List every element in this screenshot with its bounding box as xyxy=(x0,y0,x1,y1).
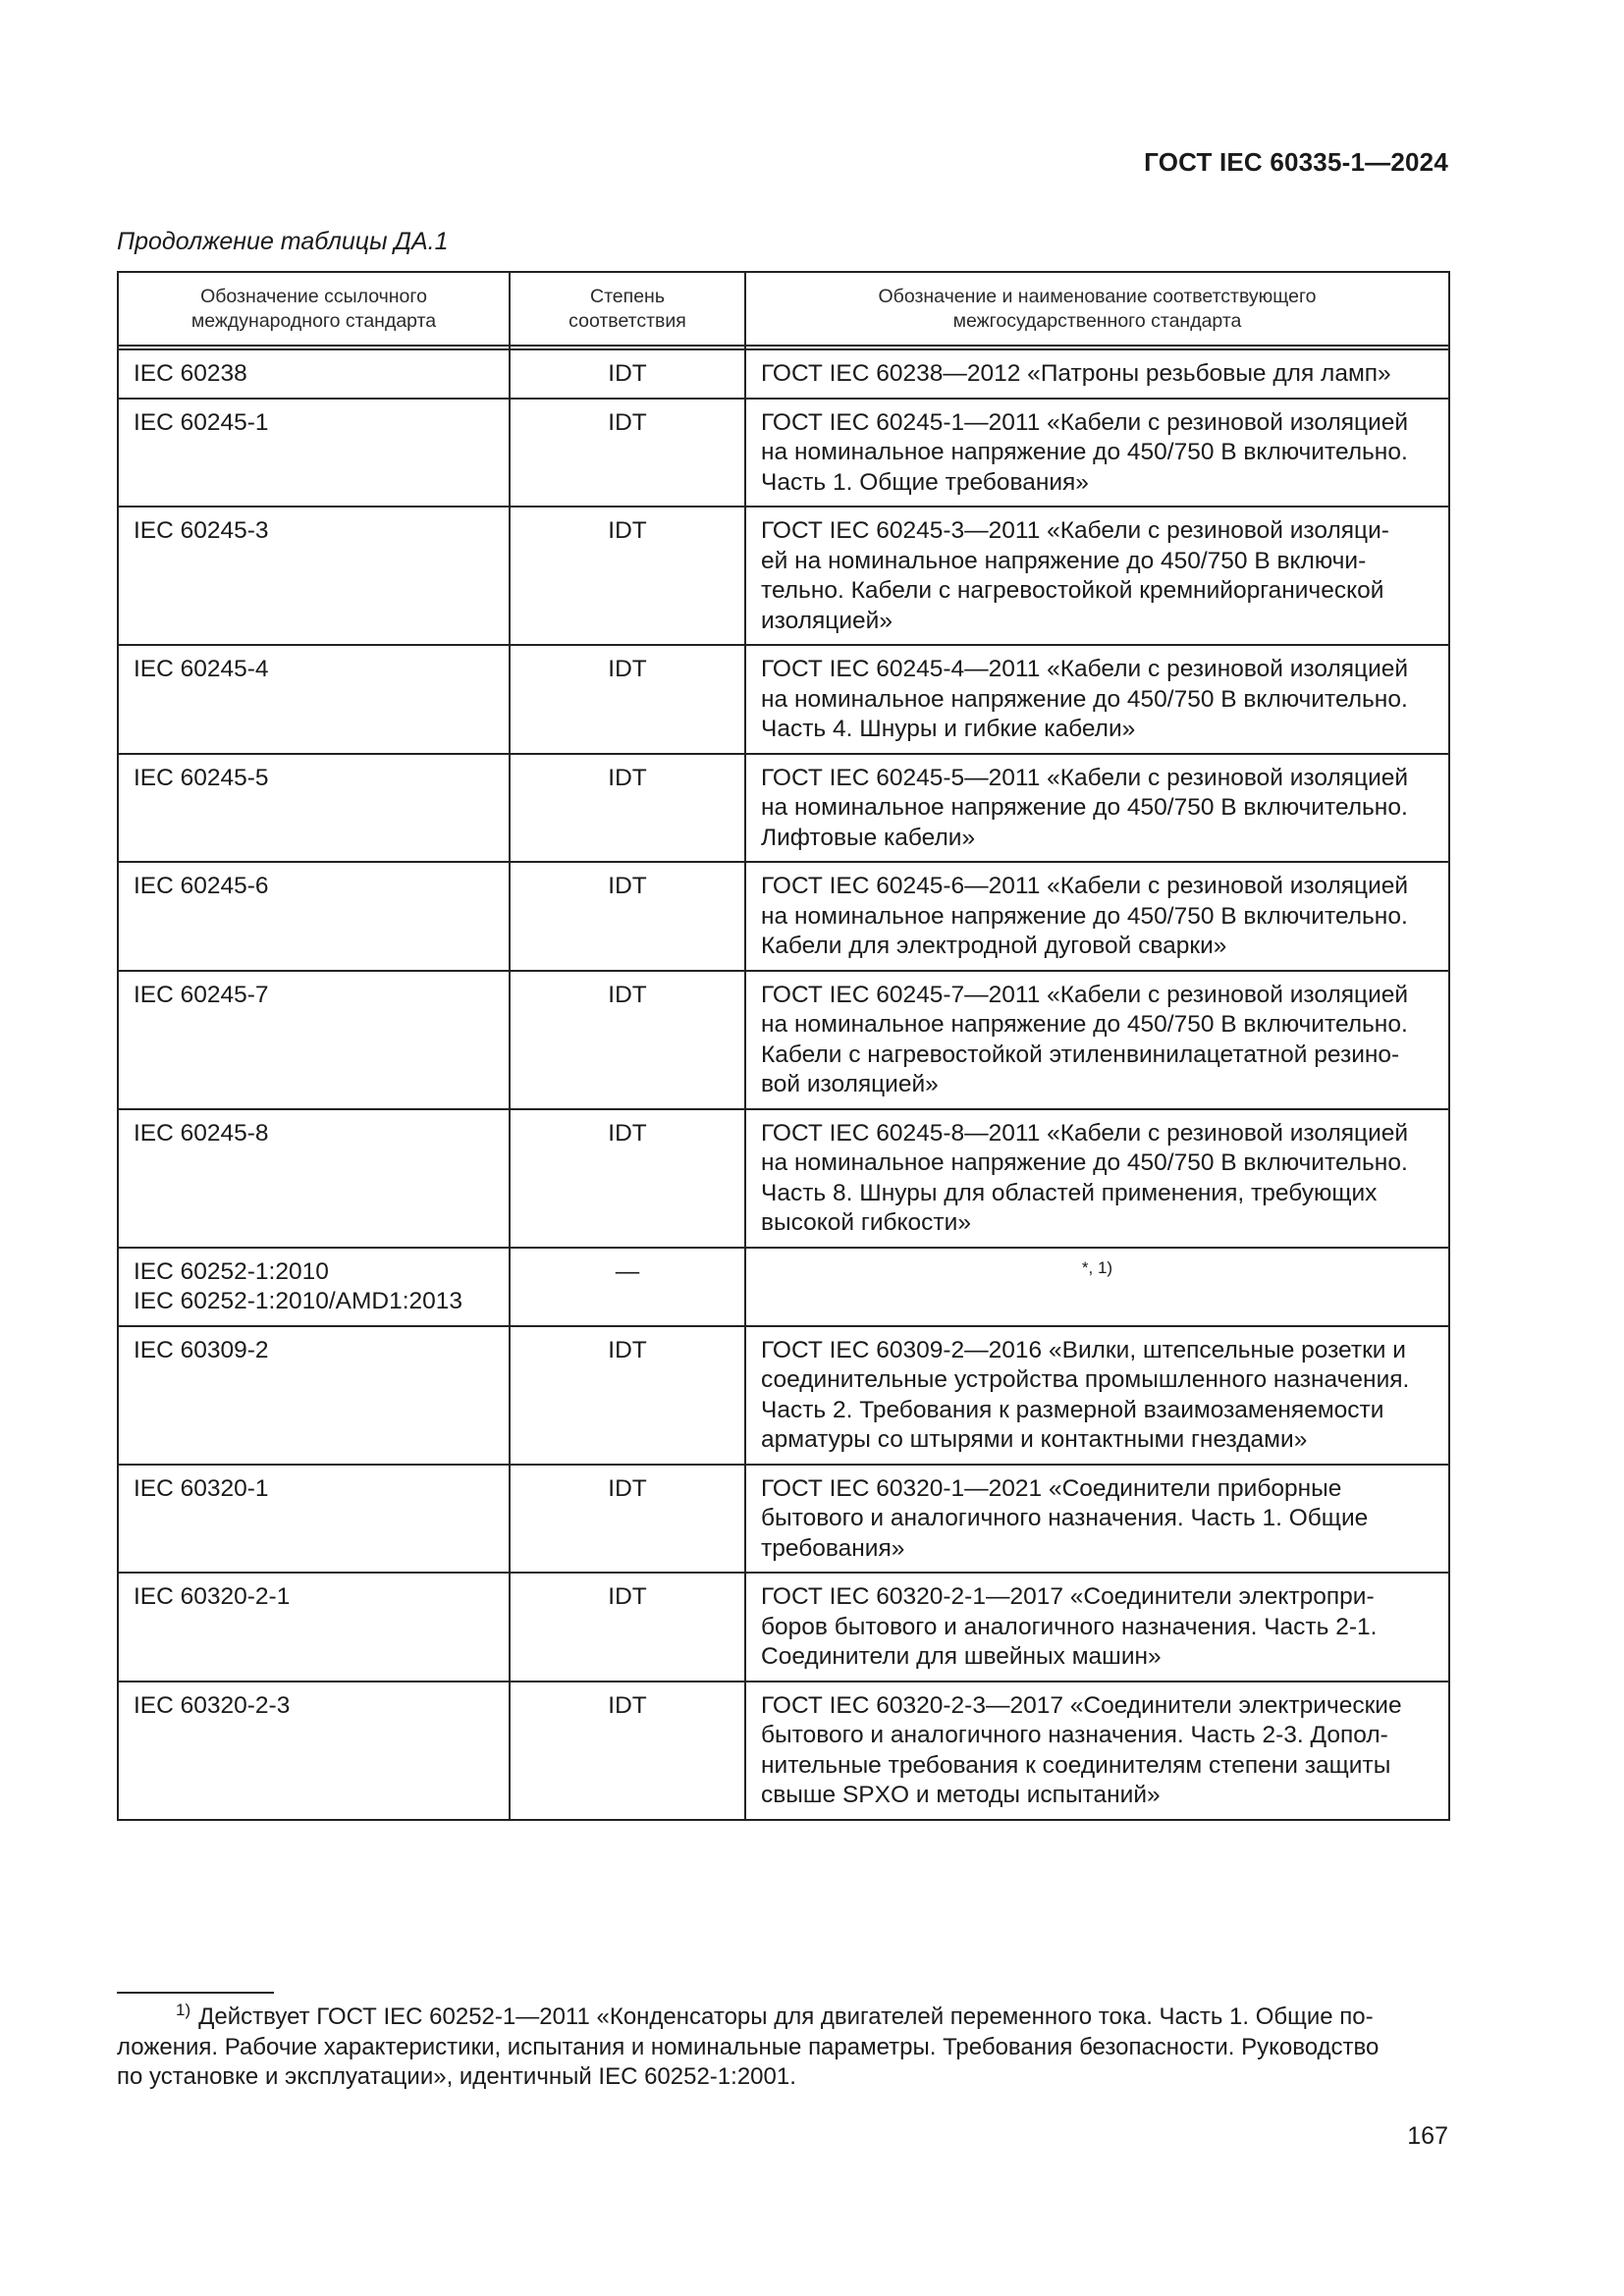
reference-cell xyxy=(118,1326,510,1465)
standard-name-line: Лифтовые кабели» xyxy=(761,824,976,851)
degree-value: IDT xyxy=(608,360,647,387)
standard-name-line: ГОСТ IEC 60320-1—2021 «Соединители приборные xyxy=(761,1474,1342,1502)
standard-name-line: ГОСТ IEC 60245-7—2011 «Кабели с резиновой изоляцией xyxy=(761,981,1409,1008)
footnote-divider xyxy=(117,1992,274,1994)
reference-designation: IEC 60320-2-3 xyxy=(134,1691,291,1719)
standard-name-line: на номинальное напряжение до 450/750 В включительно. xyxy=(761,1011,1408,1038)
standard-name-line: свыше SPXO и методы испытаний» xyxy=(761,1782,1161,1808)
degree-cell xyxy=(510,1109,745,1248)
standard-name-line: ГОСТ IEC 60309-2—2016 «Вилки, штепсельные розетки и xyxy=(761,1336,1406,1363)
standard-name-line: ГОСТ IEC 60245-5—2011 «Кабели с резиновой изоляцией xyxy=(761,764,1409,791)
reference-cell xyxy=(118,1248,510,1326)
degree-cell xyxy=(510,1465,745,1574)
reference-designation: IEC 60245-1 xyxy=(134,408,269,436)
reference-designation: IEC 60245-4 xyxy=(134,656,269,682)
table-caption: Продолжение таблицы ДА.1 xyxy=(117,228,449,255)
degree-cell xyxy=(510,399,745,507)
degree-value: IDT xyxy=(608,1336,647,1363)
reference-designation: IEC 60320-1 xyxy=(134,1474,269,1502)
table-row xyxy=(118,1109,1449,1248)
reference-cell xyxy=(118,1682,510,1820)
degree-cell xyxy=(510,754,745,863)
standard-name-line: ей на номинальное напряжение до 450/750 В включи- xyxy=(761,547,1367,574)
standard-name-line: на номинальное напряжение до 450/750 В включительно. xyxy=(761,902,1408,930)
degree-cell xyxy=(510,971,745,1109)
header-line: соответствия xyxy=(568,309,686,332)
standard-name-line: ГОСТ IEC 60245-4—2011 «Кабели с резиновой изоляцией xyxy=(761,656,1409,682)
table-row xyxy=(118,1326,1449,1465)
reference-designation: IEC 60252-1:2010/AMD1:2013 xyxy=(134,1288,463,1314)
reference-designation: IEC 60238 xyxy=(134,360,247,387)
degree-cell xyxy=(510,645,745,754)
reference-cell xyxy=(118,645,510,754)
standard-name-line: ГОСТ IEC 60238—2012 «Патроны резьбовые для ламп» xyxy=(761,360,1391,387)
document-header: ГОСТ IEC 60335-1—2024 xyxy=(1144,147,1448,177)
footnote-line xyxy=(117,1996,1450,2033)
reference-designation: IEC 60309-2 xyxy=(134,1336,269,1363)
table-row xyxy=(118,1248,1449,1326)
degree-cell xyxy=(510,349,745,399)
degree-cell xyxy=(510,507,745,645)
standard-name-cell xyxy=(745,1682,1449,1820)
standard-name-cell xyxy=(745,862,1449,971)
reference-designation: IEC 60245-7 xyxy=(134,981,269,1008)
degree-value: — xyxy=(615,1257,640,1285)
standard-name-cell xyxy=(745,971,1449,1109)
standard-name-line: Соединители для швейных машин» xyxy=(761,1643,1162,1670)
table-row xyxy=(118,1573,1449,1682)
table-row xyxy=(118,645,1449,754)
standards-table xyxy=(117,271,1450,1821)
header-line: Обозначение ссылочного xyxy=(200,285,427,307)
standard-name-line: тельно. Кабели с нагревостойкой кремнийорганической xyxy=(761,577,1384,604)
standard-name-line: бытового и аналогичного назначения. Часть 1. Общие xyxy=(761,1505,1369,1531)
standard-name-line: ГОСТ IEC 60245-8—2011 «Кабели с резиновой изоляцией xyxy=(761,1119,1409,1147)
reference-cell xyxy=(118,754,510,863)
standard-name-cell xyxy=(745,1573,1449,1682)
standard-name-line: вой изоляцией» xyxy=(761,1071,939,1097)
standard-name-line: ГОСТ IEC 60245-1—2011 «Кабели с резиновой изоляцией xyxy=(761,408,1409,436)
standard-name-line: на номинальное напряжение до 450/750 В включительно. xyxy=(761,1149,1408,1176)
degree-cell xyxy=(510,1682,745,1820)
standard-name-line: арматуры со штырями и контактными гнездами» xyxy=(761,1426,1308,1453)
standard-name-cell xyxy=(745,1326,1449,1465)
standard-name-line: на номинальное напряжение до 450/750 В включительно. xyxy=(761,794,1408,821)
degree-value: IDT xyxy=(608,1474,647,1502)
standard-name-line: Часть 4. Шнуры и гибкие кабели» xyxy=(761,716,1136,742)
table-row xyxy=(118,1465,1449,1574)
table-row xyxy=(118,862,1449,971)
footnote-reference: *, 1) xyxy=(1081,1257,1113,1277)
degree-cell xyxy=(510,1573,745,1682)
reference-cell xyxy=(118,862,510,971)
degree-cell xyxy=(510,1326,745,1465)
table-row xyxy=(118,754,1449,863)
standard-name-cell xyxy=(745,349,1449,399)
standard-name-line: ГОСТ IEC 60320-2-1—2017 «Соединители электропри- xyxy=(761,1583,1375,1610)
degree-value: IDT xyxy=(608,1583,647,1610)
standard-name-cell xyxy=(745,399,1449,507)
standard-name-line: высокой гибкости» xyxy=(761,1209,971,1236)
degree-value: IDT xyxy=(608,408,647,436)
reference-designation: IEC 60245-5 xyxy=(134,764,269,791)
footnote-marker: 1) xyxy=(176,2001,191,2019)
reference-designation: IEC 60245-3 xyxy=(134,517,269,544)
standard-name-cell xyxy=(745,754,1449,863)
column-header-reference xyxy=(118,272,510,346)
degree-value: IDT xyxy=(608,656,647,682)
standard-name-line: изоляцией» xyxy=(761,607,893,634)
reference-designation: IEC 60320-2-1 xyxy=(134,1583,291,1610)
column-header-interstate-standard xyxy=(745,272,1449,346)
standard-name-line: нительные требования к соединителям степени защиты xyxy=(761,1751,1391,1779)
header-line: международного стандарта xyxy=(190,309,437,332)
header-line: межгосударственного стандарта xyxy=(952,309,1242,332)
degree-value: IDT xyxy=(608,873,647,899)
reference-designation: IEC 60245-8 xyxy=(134,1119,269,1147)
standard-name-line: бытового и аналогичного назначения. Часть 2-3. Допол- xyxy=(761,1722,1388,1748)
standard-name-line: Кабели с нагревостойкой этиленвинилацетатной резино- xyxy=(761,1041,1400,1068)
degree-value: IDT xyxy=(608,764,647,791)
reference-designation: IEC 60252-1:2010 xyxy=(134,1257,329,1285)
footnote-text: Действует ГОСТ IEC 60252-1—2011 «Конденсаторы для двигателей переменного тока. Часть 1. Общие по- xyxy=(198,2003,1374,2030)
standard-name-line: ГОСТ IEC 60320-2-3—2017 «Соединители электрические xyxy=(761,1691,1402,1719)
standard-name-line: на номинальное напряжение до 450/750 В включительно. xyxy=(761,685,1408,713)
standard-name-cell xyxy=(745,507,1449,645)
standard-name-line: Часть 2. Требования к размерной взаимозаменяемости xyxy=(761,1396,1384,1423)
table-row xyxy=(118,507,1449,645)
degree-value: IDT xyxy=(608,517,647,544)
standard-name-line: соединительные устройства промышленного назначения. xyxy=(761,1366,1410,1393)
degree-cell xyxy=(510,862,745,971)
table-header-row xyxy=(118,272,1449,346)
reference-cell xyxy=(118,1109,510,1248)
reference-cell xyxy=(118,349,510,399)
footnote-line: по установке и эксплуатации», идентичный IEC 60252-1:2001. xyxy=(117,2063,796,2090)
degree-cell xyxy=(510,1248,745,1326)
standard-name-cell xyxy=(745,1248,1449,1326)
standard-name-line: ГОСТ IEC 60245-6—2011 «Кабели с резиновой изоляцией xyxy=(761,873,1409,899)
degree-value: IDT xyxy=(608,981,647,1008)
degree-value: IDT xyxy=(608,1691,647,1719)
standard-name-line: боров бытового и аналогичного назначения. Часть 2-1. xyxy=(761,1613,1378,1640)
standard-name-cell xyxy=(745,645,1449,754)
footnote-line: ложения. Рабочие характеристики, испытания и номинальные параметры. Требования безопасности. Руководство xyxy=(117,2033,1380,2060)
reference-cell xyxy=(118,399,510,507)
standard-name-line: ГОСТ IEC 60245-3—2011 «Кабели с резиновой изоляци- xyxy=(761,517,1389,544)
standard-name-cell xyxy=(745,1109,1449,1248)
page-number: 167 xyxy=(1407,2122,1448,2150)
reference-cell xyxy=(118,971,510,1109)
reference-cell xyxy=(118,1573,510,1682)
table-row xyxy=(118,971,1449,1109)
table-row xyxy=(118,1682,1449,1820)
standard-name-line: Кабели для электродной дуговой сварки» xyxy=(761,933,1227,959)
footnote xyxy=(117,1996,1450,2093)
reference-cell xyxy=(118,507,510,645)
standard-name-line: Часть 8. Шнуры для областей применения, требующих xyxy=(761,1179,1378,1206)
standard-name-cell xyxy=(745,1465,1449,1574)
standard-name-line: на номинальное напряжение до 450/750 В включительно. xyxy=(761,439,1408,465)
standard-name-line: требования» xyxy=(761,1534,905,1562)
header-line: Степень xyxy=(590,285,665,307)
reference-cell xyxy=(118,1465,510,1574)
standard-name-line: Часть 1. Общие требования» xyxy=(761,468,1089,496)
table-row xyxy=(118,349,1449,399)
table-row xyxy=(118,399,1449,507)
degree-value: IDT xyxy=(608,1119,647,1147)
reference-designation: IEC 60245-6 xyxy=(134,873,269,899)
header-line: Обозначение и наименование соответствующего xyxy=(878,285,1317,307)
column-header-degree xyxy=(510,272,745,346)
